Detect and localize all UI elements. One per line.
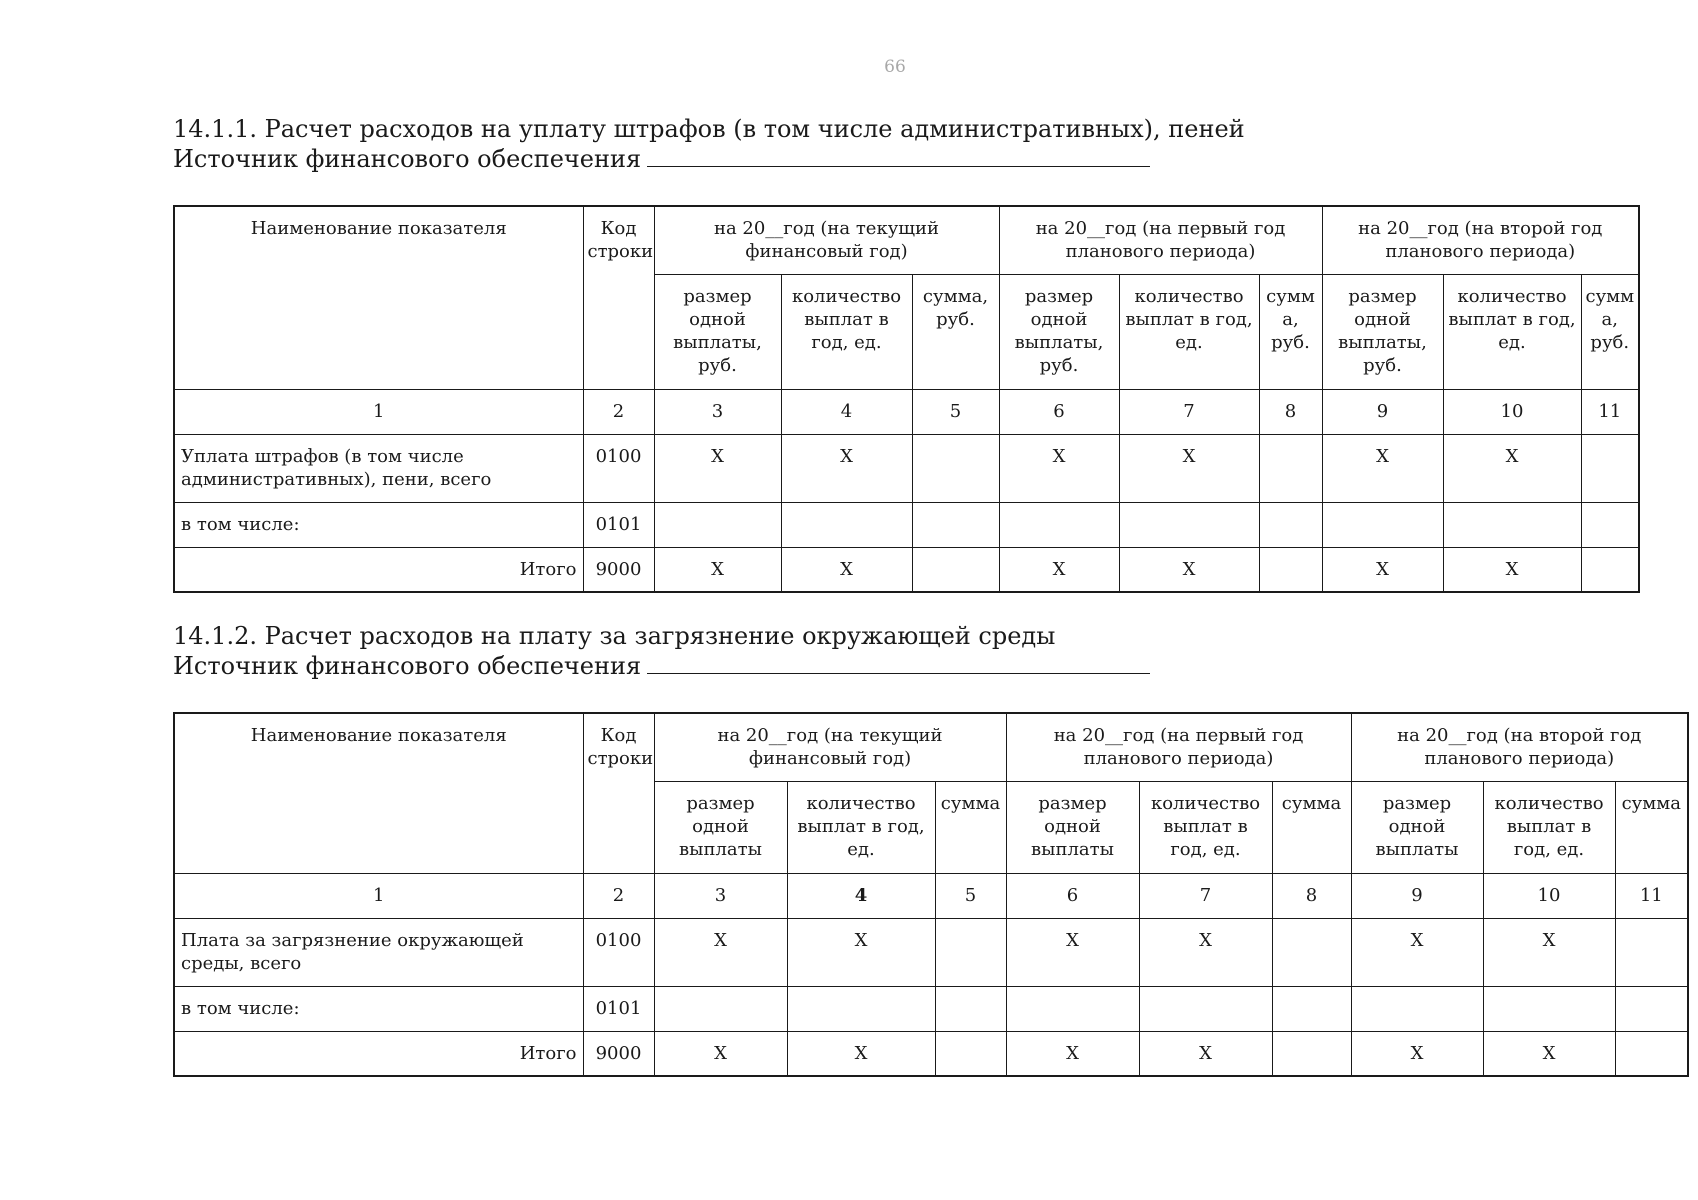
table-cell[interactable] xyxy=(999,502,1119,547)
table-cell: X xyxy=(1322,434,1443,502)
column-number: 6 xyxy=(1006,873,1139,918)
table-cell: X xyxy=(999,434,1119,502)
fines-table xyxy=(173,205,1640,593)
subheader-payment-count: количество выплат в год, ед. xyxy=(1443,274,1581,389)
row-name: Итого xyxy=(174,547,583,592)
header-indicator-name: Наименование показателя xyxy=(174,713,583,873)
table-cell: X xyxy=(1006,918,1139,986)
table-row xyxy=(174,918,1688,986)
row-code: 0100 xyxy=(583,918,654,986)
subheader-sum: сумма xyxy=(1615,781,1688,873)
column-number: 11 xyxy=(1581,389,1639,434)
table-row-total xyxy=(174,547,1639,592)
column-number: 9 xyxy=(1322,389,1443,434)
table-cell[interactable] xyxy=(1483,986,1615,1031)
row-code: 0100 xyxy=(583,434,654,502)
table-cell: X xyxy=(1119,434,1259,502)
table-cell: X xyxy=(787,1031,935,1076)
table-cell[interactable] xyxy=(654,502,781,547)
table-cell: X xyxy=(1483,1031,1615,1076)
table-cell: X xyxy=(654,918,787,986)
subheader-sum: сумм а, руб. xyxy=(1581,274,1639,389)
table-cell[interactable] xyxy=(935,918,1006,986)
column-number: 3 xyxy=(654,389,781,434)
table-cell: X xyxy=(1483,918,1615,986)
table-cell: X xyxy=(1139,1031,1272,1076)
table-cell[interactable] xyxy=(1581,547,1639,592)
table-cell[interactable] xyxy=(1259,502,1322,547)
column-number: 5 xyxy=(912,389,999,434)
subheader-payment-size: размер одной выплаты, руб. xyxy=(999,274,1119,389)
header-period-current: на 20__год (на текущий финансовый год) xyxy=(654,713,1006,781)
column-number: 2 xyxy=(583,389,654,434)
table-cell[interactable] xyxy=(1322,502,1443,547)
table-row-total xyxy=(174,1031,1688,1076)
table-cell[interactable] xyxy=(654,986,787,1031)
funding-source-field[interactable] xyxy=(647,144,1150,167)
table-cell: X xyxy=(1119,547,1259,592)
funding-source-line xyxy=(173,651,1150,681)
column-number: 2 xyxy=(583,873,654,918)
funding-source-label: Источник финансового обеспечения xyxy=(173,145,642,173)
subheader-payment-size: размер одной выплаты xyxy=(1351,781,1483,873)
table-cell: X xyxy=(1139,918,1272,986)
column-number: 9 xyxy=(1351,873,1483,918)
row-name: Уплата штрафов (в том числе административных), пени, всего xyxy=(174,434,583,502)
table-row xyxy=(174,986,1688,1031)
subheader-payment-count: количество выплат в год, ед. xyxy=(787,781,935,873)
header-indicator-name: Наименование показателя xyxy=(174,206,583,389)
section-fines-header xyxy=(173,114,1245,174)
table-row xyxy=(174,434,1639,502)
table-cell[interactable] xyxy=(1006,986,1139,1031)
table-cell[interactable] xyxy=(912,434,999,502)
table-row xyxy=(174,502,1639,547)
subheader-payment-size: размер одной выплаты xyxy=(1006,781,1139,873)
column-number: 11 xyxy=(1615,873,1688,918)
table-cell: X xyxy=(781,434,912,502)
section-pollution-header xyxy=(173,621,1150,681)
table-cell: X xyxy=(1322,547,1443,592)
funding-source-line xyxy=(173,144,1245,174)
header-period-first: на 20__год (на первый год планового периода) xyxy=(999,206,1322,274)
column-number: 5 xyxy=(935,873,1006,918)
row-name: в том числе: xyxy=(174,986,583,1031)
subheader-sum: сумма xyxy=(935,781,1006,873)
table-cell: X xyxy=(1443,434,1581,502)
header-period-second: на 20__год (на второй год планового периода) xyxy=(1322,206,1639,274)
subheader-payment-count: количество выплат в год, ед. xyxy=(1119,274,1259,389)
table-cell: X xyxy=(654,547,781,592)
subheader-payment-count: количество выплат в год, ед. xyxy=(1139,781,1272,873)
subheader-sum: сумма, руб. xyxy=(912,274,999,389)
column-number: 4 xyxy=(781,389,912,434)
column-number: 10 xyxy=(1443,389,1581,434)
table-cell: X xyxy=(787,918,935,986)
column-number: 4 xyxy=(787,873,935,918)
table-cell: X xyxy=(654,434,781,502)
table-cell[interactable] xyxy=(1119,502,1259,547)
row-name: Плата за загрязнение окружающей среды, всего xyxy=(174,918,583,986)
row-code: 0101 xyxy=(583,502,654,547)
header-row-code: Код строки xyxy=(583,713,654,873)
column-number: 10 xyxy=(1483,873,1615,918)
row-code: 0101 xyxy=(583,986,654,1031)
row-name: Итого xyxy=(174,1031,583,1076)
column-number: 1 xyxy=(174,389,583,434)
table-cell[interactable] xyxy=(935,986,1006,1031)
table-cell[interactable] xyxy=(1615,986,1688,1031)
table-cell: X xyxy=(999,547,1119,592)
header-period-current: на 20__год (на текущий финансовый год) xyxy=(654,206,999,274)
page-number: 66 xyxy=(884,57,906,77)
subheader-sum: сумм а, руб. xyxy=(1259,274,1322,389)
subheader-sum: сумма xyxy=(1272,781,1351,873)
section-title: 14.1.1. Расчет расходов на уплату штрафов (в том числе административных), пеней xyxy=(173,115,1245,143)
header-row-code: Код строки xyxy=(583,206,654,389)
subheader-payment-count: количество выплат в год, ед. xyxy=(781,274,912,389)
column-number: 8 xyxy=(1272,873,1351,918)
funding-source-label: Источник финансового обеспечения xyxy=(173,652,642,680)
subheader-payment-size: размер одной выплаты, руб. xyxy=(1322,274,1443,389)
table-cell[interactable] xyxy=(1272,1031,1351,1076)
table-cell: X xyxy=(1006,1031,1139,1076)
section-title: 14.1.2. Расчет расходов на плату за загрязнение окружающей среды xyxy=(173,622,1056,650)
row-name: в том числе: xyxy=(174,502,583,547)
table-cell[interactable] xyxy=(1259,547,1322,592)
row-code: 9000 xyxy=(583,547,654,592)
table-cell: X xyxy=(654,1031,787,1076)
column-number: 8 xyxy=(1259,389,1322,434)
table-cell[interactable] xyxy=(1351,986,1483,1031)
table-cell[interactable] xyxy=(1139,986,1272,1031)
table-cell[interactable] xyxy=(787,986,935,1031)
column-number: 6 xyxy=(999,389,1119,434)
table-cell[interactable] xyxy=(912,502,999,547)
table-cell[interactable] xyxy=(1259,434,1322,502)
table-cell: X xyxy=(1351,918,1483,986)
pollution-table xyxy=(173,712,1689,1077)
column-number: 7 xyxy=(1119,389,1259,434)
table-cell: X xyxy=(781,547,912,592)
column-number: 3 xyxy=(654,873,787,918)
table-cell: X xyxy=(1351,1031,1483,1076)
table-cell[interactable] xyxy=(935,1031,1006,1076)
column-number: 7 xyxy=(1139,873,1272,918)
header-period-first: на 20__год (на первый год планового периода) xyxy=(1006,713,1351,781)
subheader-payment-size: размер одной выплаты, руб. xyxy=(654,274,781,389)
column-number: 1 xyxy=(174,873,583,918)
table-cell[interactable] xyxy=(1581,434,1639,502)
table-cell[interactable] xyxy=(1615,918,1688,986)
subheader-payment-size: размер одной выплаты xyxy=(654,781,787,873)
table-cell[interactable] xyxy=(1272,918,1351,986)
table-cell[interactable] xyxy=(912,547,999,592)
table-cell: X xyxy=(1443,547,1581,592)
table-cell[interactable] xyxy=(1615,1031,1688,1076)
table-cell[interactable] xyxy=(1581,502,1639,547)
table-cell[interactable] xyxy=(1443,502,1581,547)
header-period-second: на 20__год (на второй год планового периода) xyxy=(1351,713,1688,781)
funding-source-field[interactable] xyxy=(647,651,1150,674)
subheader-payment-count: количество выплат в год, ед. xyxy=(1483,781,1615,873)
row-code: 9000 xyxy=(583,1031,654,1076)
table-cell[interactable] xyxy=(781,502,912,547)
table-cell[interactable] xyxy=(1272,986,1351,1031)
